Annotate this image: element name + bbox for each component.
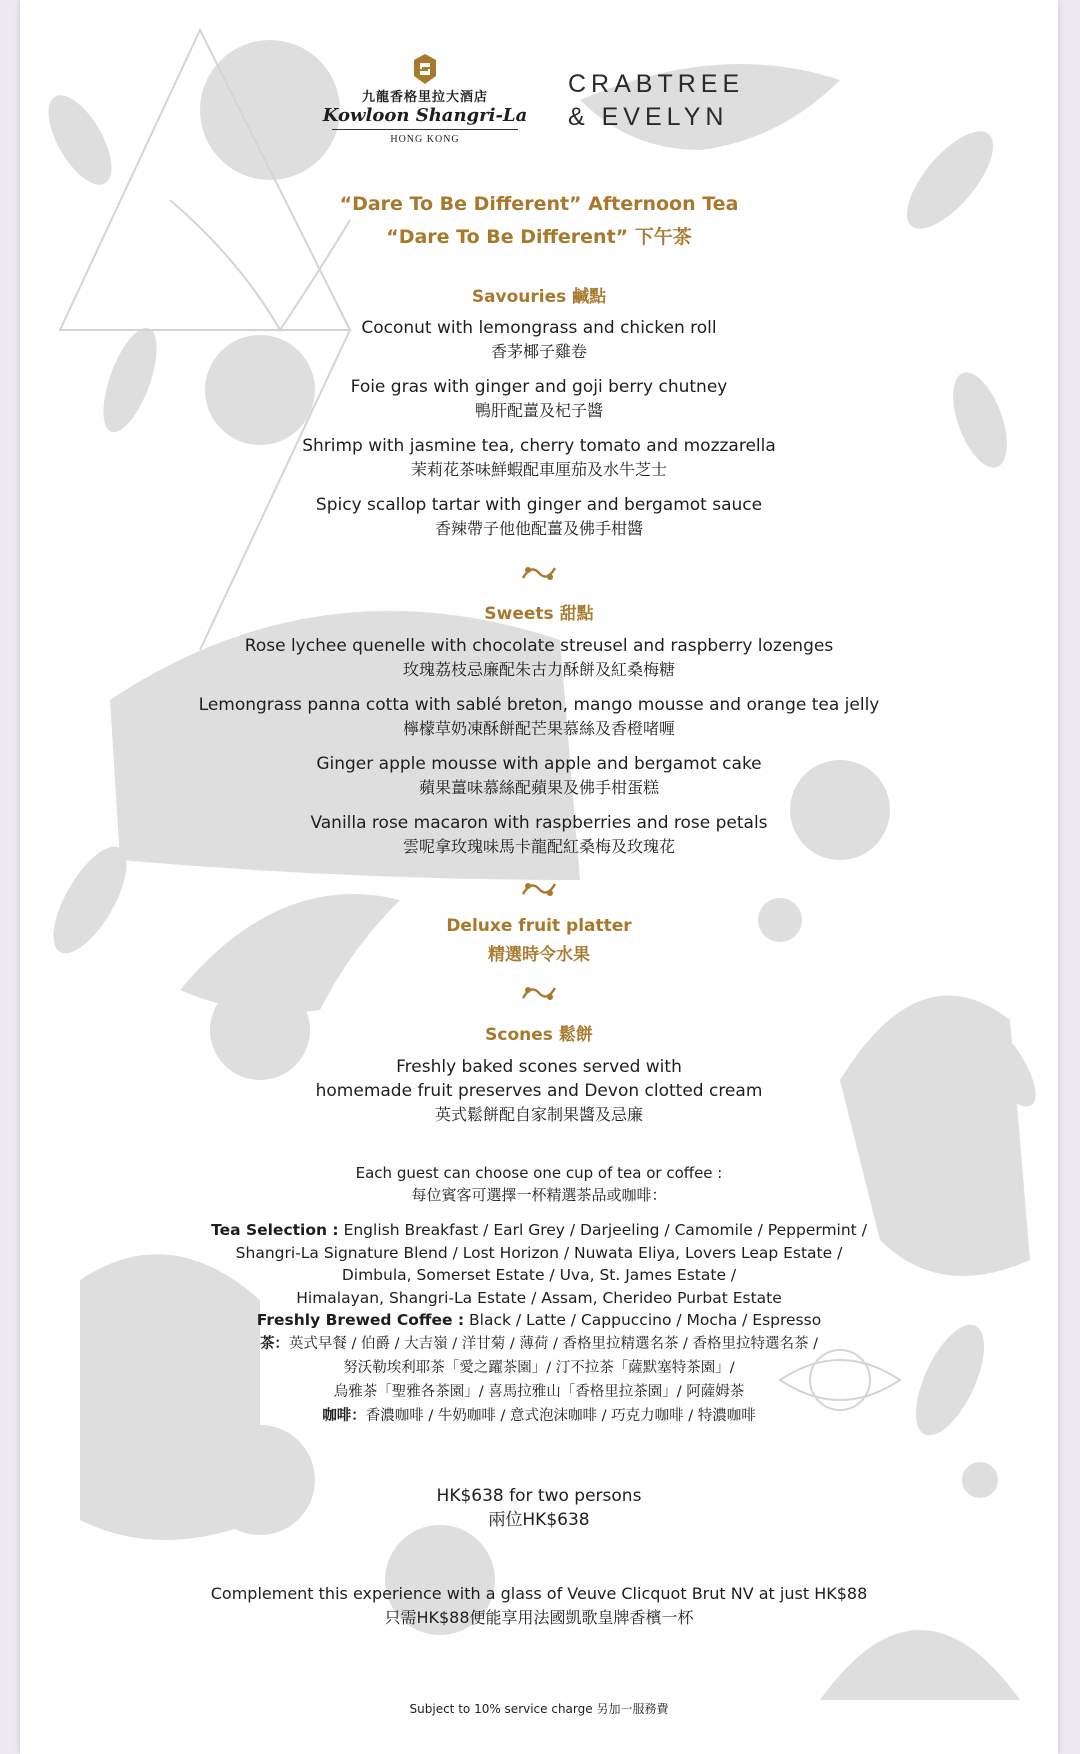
menu-item-english: Freshly baked scones served with (396, 1057, 682, 1077)
shangrila-logo (320, 54, 530, 145)
flourish-ornament-icon (519, 562, 559, 584)
menu-item-english: Lemongrass panna cotta with sablé breton, mango mousse and orange tea jelly (198, 695, 880, 715)
tea-list-chinese: 烏雅茶「聖雅各茶園」/ 喜馬拉雅山「香格里拉茶園」/ 阿薩姆茶 (333, 1383, 745, 1400)
price (20, 1484, 1058, 1532)
tea-list-chinese: 英式早餐 / 伯爵 / 大吉嶺 / 洋甘菊 / 薄荷 / 香格里拉精選名茶 / 香格里拉特選名茶 / (288, 1335, 819, 1352)
menu-item-chinese: 鴨肝配薑及杞子醬 (474, 401, 603, 420)
menu-item-english: Vanilla rose macaron with raspberries and rose petals (310, 813, 768, 833)
scones-heading: Scones 鬆餅 (485, 1025, 593, 1045)
menu-item-english: Foie gras with ginger and goji berry chutney (350, 377, 728, 397)
tea-selection-label: Tea Selection : (211, 1221, 339, 1239)
price-chinese: 兩位HK$638 (488, 1510, 590, 1530)
shangrila-emblem-icon (412, 54, 438, 84)
tea-selection (160, 1219, 918, 1428)
menu-item-english: Rose lychee quenelle with chocolate streusel and raspberry lozenges (244, 636, 834, 656)
menu-item-english: Shrimp with jasmine tea, cherry tomato and mozzarella (302, 436, 776, 456)
tea-list: Himalayan, Shangri-La Estate / Assam, Cherideo Purbat Estate (296, 1288, 782, 1307)
hotel-name-chinese: 九龍香格里拉大酒店 (361, 90, 488, 105)
menu-item (20, 1055, 1058, 1126)
savouries-heading: Savouries 鹹點 (471, 287, 607, 307)
menu-item-chinese: 雲呢拿玫瑰味馬卡龍配紅桑梅及玫瑰花 (402, 837, 675, 856)
flourish-ornament-icon (519, 982, 559, 1004)
champagne-offer-english: Complement this experience with a glass of Veuve Clicquot Brut NV at just HK$88 (210, 1584, 868, 1603)
menu-page (20, 0, 1058, 1754)
menu-item-english: Ginger apple mousse with apple and bergamot cake (316, 754, 762, 774)
tea-list-chinese: 努沃勒埃利耶茶「愛之躍茶園」/ 汀不拉茶「薩默塞特茶園」/ (343, 1359, 735, 1376)
partner-logo-line1: CRABTREE (568, 70, 745, 98)
fruit-heading-english: Deluxe fruit platter (446, 916, 632, 936)
menu-item-chinese: 檸檬草奶凍酥餅配芒果慕絲及香橙啫喱 (402, 719, 675, 738)
hotel-name-english: Kowloon Shangri-La (322, 105, 528, 126)
menu-item (20, 434, 1058, 481)
menu-item-chinese: 香辣帶子他他配薑及佛手柑醬 (434, 519, 643, 538)
coffee-list: Black / Latte / Cappuccino / Mocha / Espresso (464, 1311, 822, 1329)
menu-title-english: “Dare To Be Different” Afternoon Tea (339, 193, 739, 215)
menu-item (20, 634, 1058, 681)
menu-item (20, 493, 1058, 540)
fruit-heading-chinese: 精選時令水果 (488, 945, 590, 965)
coffee-label-chinese: 咖啡： (322, 1407, 366, 1424)
menu-item-chinese: 蘋果薑味慕絲配蘋果及佛手柑蛋糕 (418, 778, 659, 797)
crabtree-evelyn-logo (568, 68, 744, 134)
tea-list: English Breakfast / Earl Grey / Darjeeling / Camomile / Peppermint / (338, 1221, 867, 1239)
menu-item-chinese: 英式鬆餅配自家制果醬及忌廉 (434, 1105, 643, 1124)
coffee-label: Freshly Brewed Coffee : (256, 1311, 465, 1329)
menu-item-chinese: 香茅椰子雞卷 (490, 342, 587, 361)
menu-item-english: Coconut with lemongrass and chicken roll (361, 318, 717, 338)
hotel-city: HONG KONG (390, 134, 460, 145)
menu-item-english: Spicy scallop tartar with ginger and bergamot sauce (315, 495, 763, 515)
beverage-note (20, 1162, 1058, 1206)
tea-list: Shangri-La Signature Blend / Lost Horizon / Nuwata Eliya, Lovers Leap Estate / (235, 1243, 843, 1262)
tea-list: Dimbula, Somerset Estate / Uva, St. James Estate / (341, 1266, 737, 1284)
menu-item (20, 375, 1058, 422)
sweets-heading: Sweets 甜點 (484, 604, 594, 624)
champagne-offer-chinese: 只需HK$88便能享用法國凱歌皇牌香檳一杯 (384, 1608, 694, 1627)
menu-item-english: homemade fruit preserves and Devon clotted cream (315, 1081, 763, 1101)
price-english: HK$638 for two persons (436, 1486, 642, 1506)
beverage-note-english: Each guest can choose one cup of tea or coffee : (355, 1164, 723, 1182)
flourish-ornament-icon (519, 878, 559, 900)
menu-item-chinese: 玫瑰荔枝忌廉配朱古力酥餅及紅桑梅糖 (402, 660, 675, 679)
menu-item (20, 316, 1058, 363)
menu-item-chinese: 茉莉花茶味鮮蝦配車厘茄及水牛芝士 (410, 460, 667, 479)
menu-title-chinese: “Dare To Be Different” 下午茶 (386, 226, 692, 248)
champagne-offer (20, 1582, 1058, 1630)
menu-item (20, 752, 1058, 799)
tea-label-chinese: 茶： (259, 1335, 289, 1352)
beverage-note-chinese: 每位賓客可選擇一杯精選茶品或咖啡： (411, 1186, 667, 1204)
coffee-list-chinese: 香濃咖啡 / 牛奶咖啡 / 意式泡沫咖啡 / 巧克力咖啡 / 特濃咖啡 (365, 1407, 756, 1424)
partner-logo-line2: & EVELYN (568, 103, 729, 131)
menu-item (20, 693, 1058, 740)
logo-divider (332, 129, 518, 130)
service-charge-note: Subject to 10% service charge 另加一服務費 (409, 1702, 669, 1716)
menu-item (20, 811, 1058, 858)
